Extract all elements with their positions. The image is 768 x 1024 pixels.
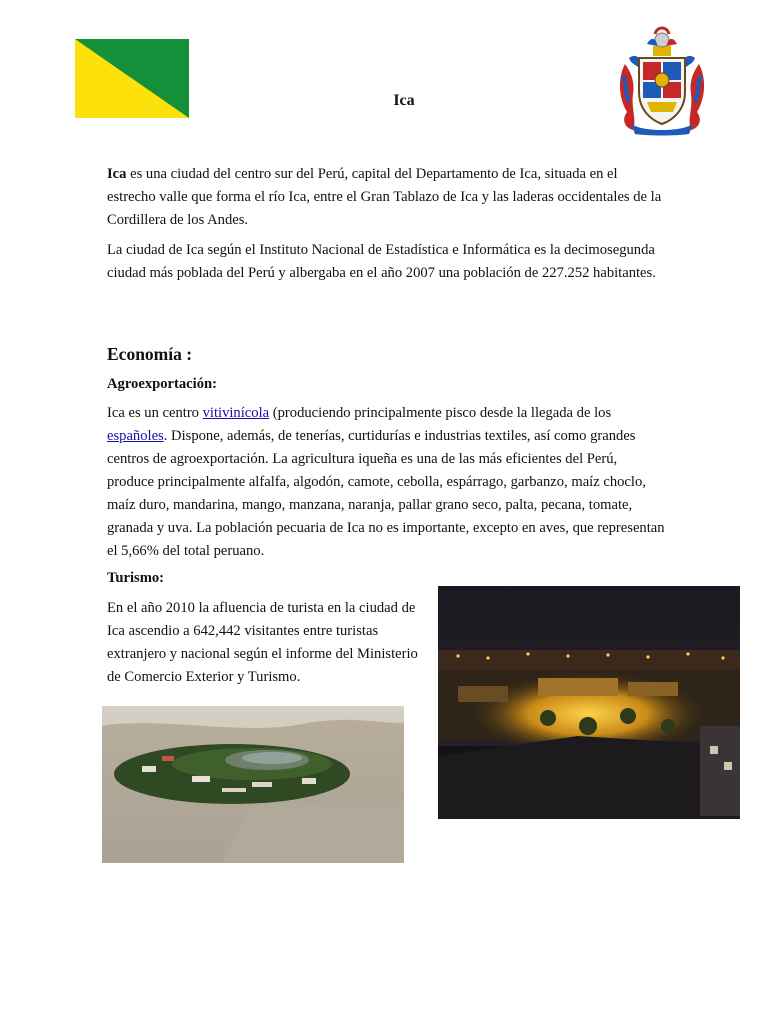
economy-heading: Economía :	[107, 344, 193, 364]
city-night-photo	[438, 586, 740, 819]
agro-text-1: Ica es un centro	[107, 405, 203, 421]
agro-text-3: . Dispone, además, de tenerías, curtidurías e industrias textiles, así como grandes centros de agroexportación. La agricultura iqueña es una de las más eficientes del Perú, produce principalmente alfalfa, algodón, camote, cebolla, espárrago, garbanzo, maíz choclo, maíz duro, mandarina, mango, manzana, naranja, pallar grano seco, palta, pecana, tomate, granada y uva. La población pecuaria de Ica no es importante, excepto en aves, que representan el 5,66% del total peruano.	[107, 428, 665, 559]
oasis-photo	[102, 706, 404, 863]
intro-text: es una ciudad del centro sur del Perú, capital del Departamento de Ica, situada en el estrecho valle que forma el río Ica, entre el Gran Tablazo de Ica y las laderas occidentales de la Cordillera de los Andes.	[107, 166, 662, 228]
intro-paragraph	[107, 163, 667, 232]
intro-bold-word: Ica	[107, 166, 127, 182]
tourism-heading: Turismo:	[107, 570, 165, 586]
tourism-paragraph: En el año 2010 la afluencia de turista en la ciudad de Ica ascendio a 642,442 visitantes entre turistas extranjero y nacional según el informe del Ministerio de Comercio Exterior y Turismo.	[107, 600, 418, 685]
agroexport-heading: Agroexportación:	[107, 376, 217, 392]
link-vitivinicola[interactable]: vitivinícola	[202, 405, 270, 421]
agro-text-2: (produciendo principalmente pisco desde la llegada de los	[269, 405, 612, 421]
link-espanoles[interactable]: españoles	[107, 428, 164, 444]
population-paragraph: La ciudad de Ica según el Instituto Nacional de Estadística e Informática es la decimosegunda ciudad más poblada del Perú y albergaba en el año 2007 una población de 227.252 habitantes.	[107, 242, 656, 281]
agroexport-paragraph	[107, 402, 667, 563]
coat-of-arms-image	[617, 24, 707, 136]
page-title: Ica	[393, 92, 415, 109]
